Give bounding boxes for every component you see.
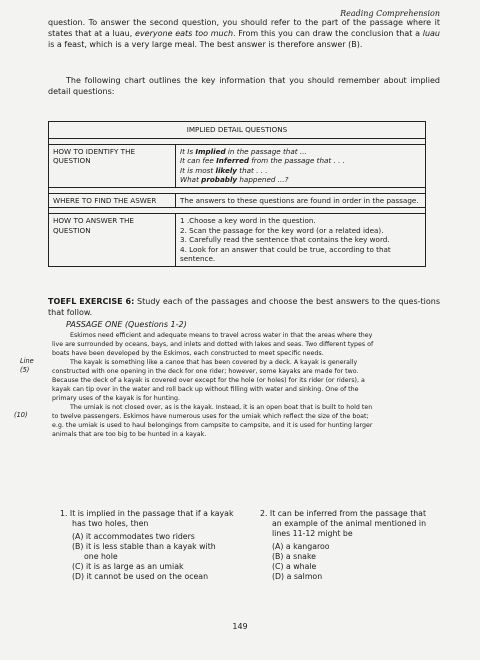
passage-line: e.g. the umiak is used to haul belongings from campsite to campsite, and it is used for hunting larger (52, 422, 373, 429)
passage-line: Eskimos need efficient and adequate means to travel across water in that the areas where they (70, 332, 373, 339)
passage-line: Because the deck of a kayak is covered over except for the hole (or holes) for its rider (or riders), a (52, 377, 365, 384)
answer-option: (B) a snake (272, 552, 316, 561)
answer-option: one hole (84, 552, 118, 561)
question-1 (60, 509, 250, 582)
table-row (49, 144, 426, 187)
table-row (49, 193, 426, 208)
answer-option: (C) it is as large as an umiak (72, 562, 184, 571)
question-stem: 2. It can be inferred from the passage that (260, 509, 427, 518)
exercise-instructions: TOEFL EXERCISE 6: Study each of the passages and choose the best answers to the ques-tions that follow. (48, 297, 440, 317)
table-title: IMPLIED DETAIL QUESTIONS (49, 122, 426, 139)
line-number-5: (5) (20, 366, 30, 374)
passage-line: live are surrounded by oceans, bays, and inlets and dotted with lakes and seas. Two different types of (52, 341, 374, 348)
line-number-10: (10) (14, 411, 28, 419)
question-stem: lines 11-12 might be (272, 529, 353, 538)
answer-option: (C) a whale (272, 562, 317, 571)
passage-line: constructed with one opening in the deck for one rider; however, some kayaks are made for two. (52, 368, 359, 375)
answer-option: (A) it accommodates two riders (72, 532, 195, 541)
implied-detail-table (48, 121, 426, 267)
running-header: Reading Comprehension (340, 9, 440, 18)
table-row (49, 214, 426, 267)
passage-line: primary uses of the kayak is for hunting. (52, 395, 180, 402)
intro-paragraph-1: question. To answer the second question, you should refer to the part of the passage where it states that at a luau, everyone eats too much. From this you can draw the conclusion that a luau is a feast, which is a very large meal. The best answer is therefore answer (B). (48, 18, 440, 49)
passage-title: PASSAGE ONE (Questions 1-2) (66, 320, 187, 329)
question-2 (260, 509, 442, 582)
passage-line: animals that are too big to be hunted in a kayak. (52, 431, 207, 438)
line-number-label: Line (20, 357, 34, 365)
answer-option: (B) it is less stable than a kayak with (72, 542, 216, 551)
row-label-where: WHERE TO FIND THE ASWER (49, 193, 176, 208)
row-content-identify: It Is Implied in the passage that ... It can fee Inferred from the passage that . . . It is most likely that . . . What probably happened ...? (176, 144, 426, 187)
answer-option: (D) it cannot be used on the ocean (72, 572, 209, 581)
question-stem: has two holes, then (72, 519, 149, 528)
passage-line: The umiak is not closed over, as is the kayak. Instead, it is an open boat that is built to hold ten (70, 404, 373, 411)
row-label-how: HOW TO ANSWER THE QUESTION (49, 214, 176, 267)
passage-line: boats have been developed by the Eskimos, each constructed to meet specific needs. (52, 350, 324, 357)
row-content-where: The answers to these questions are found in order in the passage. (176, 193, 426, 208)
question-stem: an example of the animal mentioned in (272, 519, 427, 528)
row-label-identify: HOW TO IDENTIFY THE QUESTION (49, 144, 176, 187)
answer-option: (D) a salmon (272, 572, 323, 581)
row-content-how: 1 .Choose a key word in the question. 2. Scan the passage for the key word (or a related idea). 3. Carefully read the sentence that contains the key word. 4. Look for an answer that could be true, according to that sentence. (176, 214, 426, 267)
intro-paragraph-2: The following chart outlines the key information that you should remember about implied detail questions: (48, 76, 440, 96)
answer-option: (A) a kangaroo (272, 542, 330, 551)
passage-line: The kayak is something like a canoe that has been covered by a deck. A kayak is generally (70, 359, 358, 366)
passage-line: kayak can tip over in the water and roll back up without filling with water and sinking. One of the (52, 386, 359, 393)
passage-line: to twelve passengers. Eskimos have numerous uses for the umiak which reflect the size of the boat; (52, 413, 369, 420)
question-stem: 1. It is implied in the passage that if a kayak (60, 509, 234, 518)
page-number: 149 (232, 622, 248, 631)
